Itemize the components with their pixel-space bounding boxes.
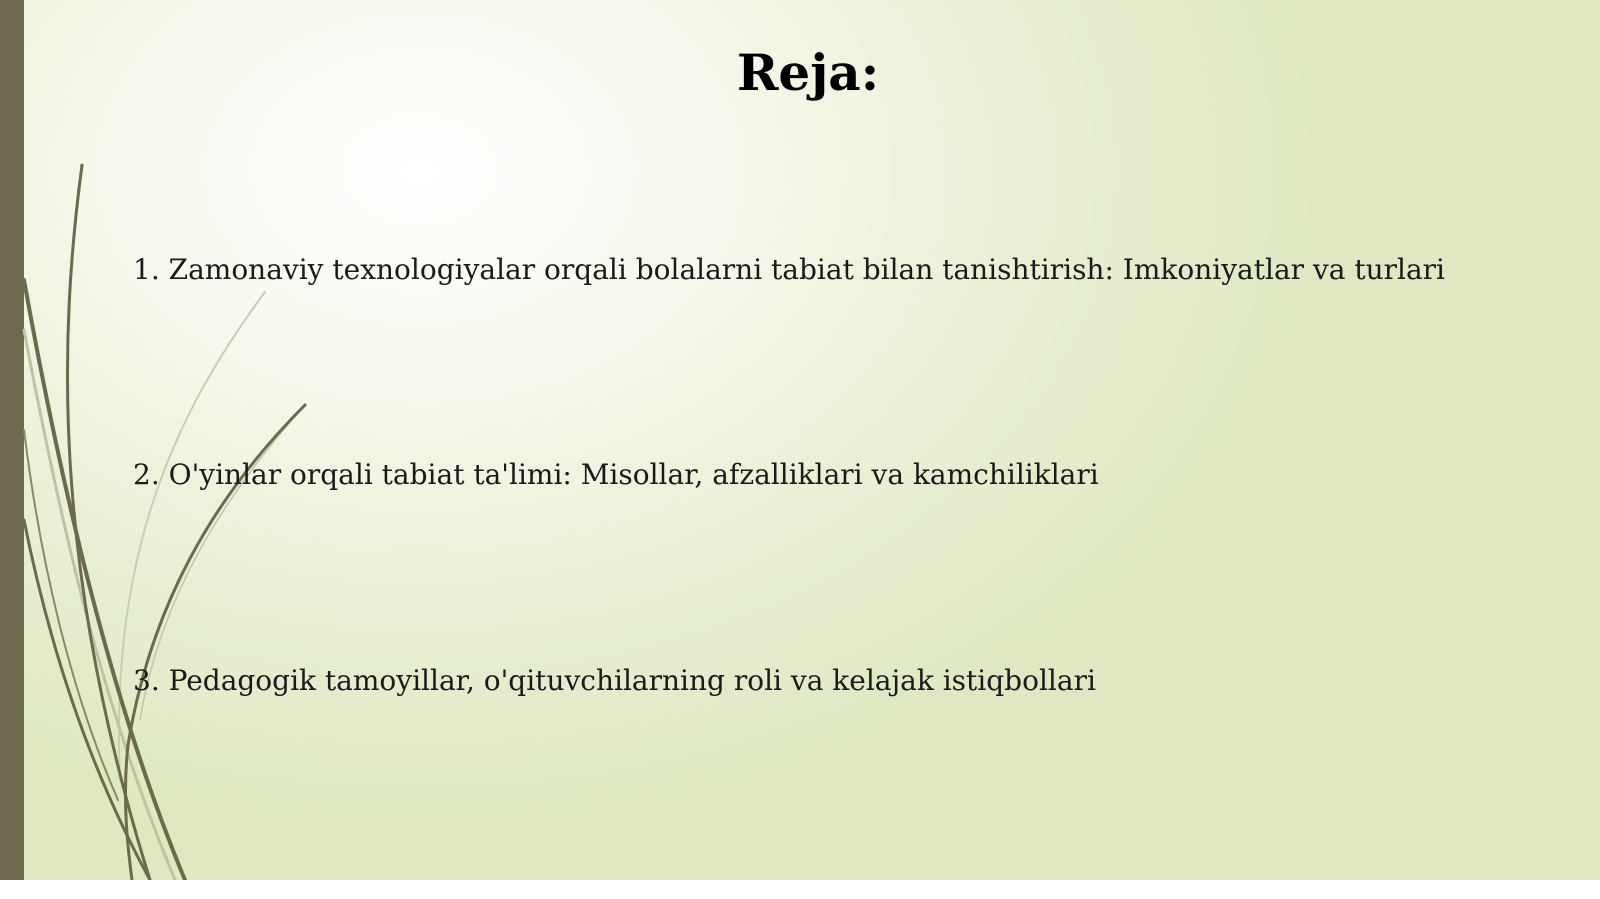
slide-title: Reja: [736,43,880,102]
plan-item: 1. Zamonaviy texnologiyalar orqali bolalarni tabiat bilan tanishtirish: Imkoniyatlar va turlari [133,253,1445,286]
plan-item: 2. O'yinlar orqali tabiat ta'limi: Misollar, afzalliklari va kamchiliklari [133,458,1099,491]
bottom-strip [0,880,1600,899]
grass-decoration-icon [0,0,360,899]
plan-item: 3. Pedagogik tamoyillar, o'qituvchilarning roli va kelajak istiqbollari [133,664,1096,697]
